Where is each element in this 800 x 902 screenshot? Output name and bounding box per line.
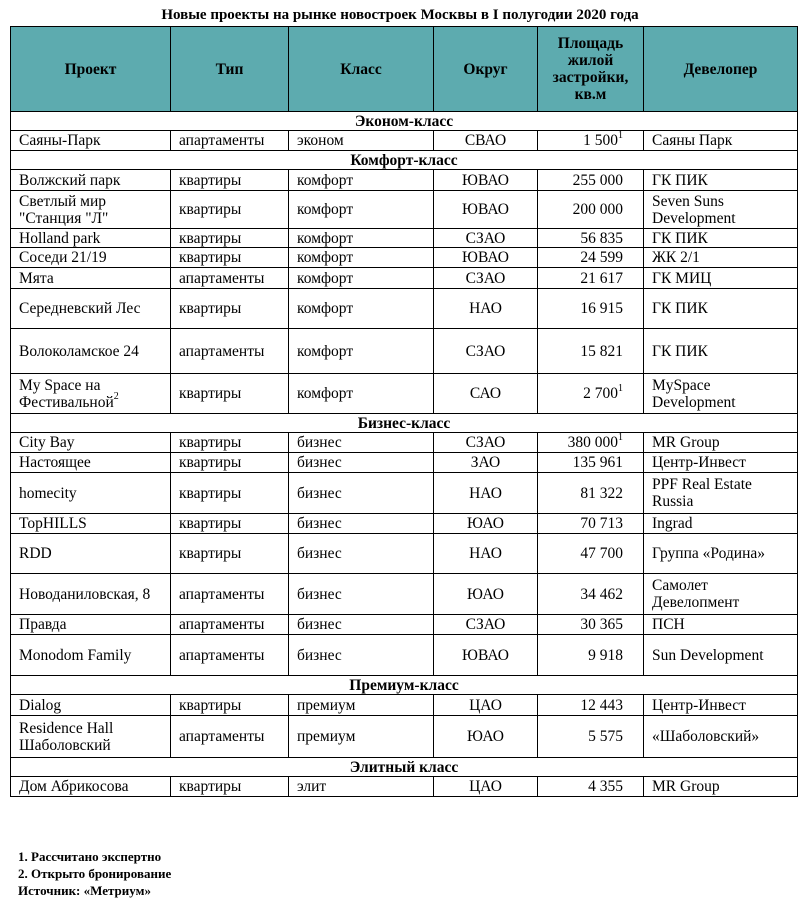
cell-developer: MySpace Development (644, 374, 798, 414)
cell-class: бизнес (289, 534, 434, 574)
cell-type: квартиры (171, 170, 289, 191)
cell-project (11, 329, 171, 374)
footnotes (18, 848, 171, 899)
cell-district: ЮВАО (434, 635, 538, 676)
cell-district: ЗАО (434, 453, 538, 473)
table-row (11, 374, 798, 414)
cell-area (538, 229, 644, 248)
cell-area (538, 615, 644, 635)
project-name: Dialog (19, 696, 62, 714)
table-row (11, 248, 798, 268)
cell-class: комфорт (289, 229, 434, 248)
cell-district: ЮВАО (434, 248, 538, 268)
section-title: Комфорт-класс (11, 151, 798, 170)
cell-type: апартаменты (171, 131, 289, 151)
cell-district: ЮВАО (434, 191, 538, 229)
cell-developer: «Шаболовский» (644, 716, 798, 758)
cell-district: ЮАО (434, 716, 538, 758)
cell-project (11, 453, 171, 473)
cell-project (11, 248, 171, 268)
section-title: Премиум-класс (11, 676, 798, 695)
cell-project (11, 374, 171, 414)
area-value: 9 918 (588, 646, 623, 664)
projects-table (10, 26, 798, 797)
section-row (11, 758, 798, 777)
project-name: Волжский парк (19, 171, 121, 189)
cell-district: ЦАО (434, 777, 538, 797)
cell-developer: ГК ПИК (644, 170, 798, 191)
cell-project (11, 716, 171, 758)
cell-district: ЮВАО (434, 170, 538, 191)
project-name: Саяны-Парк (19, 132, 101, 149)
cell-class: бизнес (289, 615, 434, 635)
cell-type: квартиры (171, 777, 289, 797)
area-value: 380 000 (567, 434, 618, 451)
section-title: Элитный класс (11, 758, 798, 777)
cell-class: комфорт (289, 248, 434, 268)
cell-developer: Seven Suns Development (644, 191, 798, 229)
project-name: City Bay (19, 434, 75, 451)
area-value: 2 700 (583, 385, 618, 402)
cell-class: бизнес (289, 514, 434, 534)
table-row (11, 433, 798, 453)
cell-district: СЗАО (434, 329, 538, 374)
table-row (11, 289, 798, 329)
cell-class: премиум (289, 695, 434, 716)
section-title: Бизнес-класс (11, 414, 798, 433)
cell-district: СЗАО (434, 229, 538, 248)
cell-area (538, 374, 644, 414)
cell-area (538, 574, 644, 615)
area-value: 255 000 (572, 171, 623, 189)
table-body (11, 112, 798, 797)
cell-class: бизнес (289, 473, 434, 514)
area-value: 70 713 (580, 515, 623, 532)
cell-area (538, 329, 644, 374)
cell-area (538, 453, 644, 473)
area-value: 24 599 (580, 249, 623, 266)
cell-class: комфорт (289, 289, 434, 329)
cell-project (11, 229, 171, 248)
cell-district: САО (434, 374, 538, 414)
cell-developer: ГК ПИК (644, 329, 798, 374)
cell-type: квартиры (171, 473, 289, 514)
cell-project (11, 433, 171, 453)
cell-project (11, 534, 171, 574)
cell-district: СЗАО (434, 268, 538, 289)
project-name: TopHILLS (19, 515, 87, 532)
area-value: 81 322 (580, 484, 623, 502)
table-row (11, 329, 798, 374)
area-value: 1 500 (583, 132, 618, 149)
cell-project (11, 635, 171, 676)
footnote-mark: 1 (618, 382, 623, 394)
cell-project (11, 695, 171, 716)
project-name: homecity (19, 484, 77, 502)
table-row (11, 229, 798, 248)
area-value: 5 575 (588, 728, 623, 745)
cell-project (11, 268, 171, 289)
table-row (11, 716, 798, 758)
cell-district: НАО (434, 473, 538, 514)
project-name: Дом Абрикосова (19, 778, 129, 795)
cell-class: эконом (289, 131, 434, 151)
cell-area (538, 191, 644, 229)
cell-project (11, 615, 171, 635)
cell-type: апартаменты (171, 635, 289, 676)
cell-class: бизнес (289, 433, 434, 453)
area-value: 34 462 (580, 585, 623, 603)
cell-developer: Группа «Родина» (644, 534, 798, 574)
cell-district: ЦАО (434, 695, 538, 716)
area-value: 30 365 (580, 616, 623, 633)
cell-type: квартиры (171, 248, 289, 268)
table-row (11, 453, 798, 473)
table-row (11, 695, 798, 716)
cell-developer: MR Group (644, 433, 798, 453)
project-name: Holland park (19, 229, 101, 247)
cell-district: ЮАО (434, 574, 538, 615)
table-row (11, 191, 798, 229)
table-row (11, 268, 798, 289)
cell-class: элит (289, 777, 434, 797)
table-row (11, 615, 798, 635)
table-row (11, 514, 798, 534)
cell-type: апартаменты (171, 716, 289, 758)
table-row (11, 534, 798, 574)
cell-class: бизнес (289, 453, 434, 473)
cell-class: комфорт (289, 374, 434, 414)
cell-type: апартаменты (171, 574, 289, 615)
area-value: 56 835 (580, 229, 623, 247)
project-name: RDD (19, 545, 52, 562)
section-row (11, 151, 798, 170)
cell-area (538, 268, 644, 289)
section-row (11, 414, 798, 433)
project-name: Мята (19, 269, 54, 287)
area-value: 21 617 (580, 269, 623, 287)
cell-class: премиум (289, 716, 434, 758)
cell-type: квартиры (171, 374, 289, 414)
col-header-type: Тип (171, 27, 289, 112)
footnote-mark: 1 (618, 130, 623, 141)
section-row (11, 112, 798, 131)
cell-district: СЗАО (434, 615, 538, 635)
cell-type: апартаменты (171, 329, 289, 374)
cell-district: СЗАО (434, 433, 538, 453)
cell-area (538, 534, 644, 574)
project-name: My Space на Фестивальной (19, 376, 114, 411)
cell-area (538, 473, 644, 514)
cell-type: апартаменты (171, 615, 289, 635)
project-name: Волоколамское 24 (19, 342, 139, 360)
cell-project (11, 191, 171, 229)
cell-district: НАО (434, 534, 538, 574)
cell-district: НАО (434, 289, 538, 329)
cell-type: квартиры (171, 534, 289, 574)
cell-area (538, 635, 644, 676)
cell-area (538, 170, 644, 191)
cell-project (11, 777, 171, 797)
cell-developer: Центр-Инвест (644, 453, 798, 473)
cell-developer: Sun Development (644, 635, 798, 676)
cell-project (11, 170, 171, 191)
cell-class: комфорт (289, 170, 434, 191)
col-header-class: Класс (289, 27, 434, 112)
cell-area (538, 695, 644, 716)
footnote-mark: 1 (618, 432, 623, 443)
cell-class: бизнес (289, 635, 434, 676)
area-value: 16 915 (580, 300, 623, 317)
project-name: Правда (19, 616, 67, 633)
cell-developer: ГК ПИК (644, 289, 798, 329)
project-name: Соседи 21/19 (19, 249, 107, 266)
cell-area (538, 514, 644, 534)
cell-developer: Самолет Девелопмент (644, 574, 798, 615)
project-name: Середневский Лес (19, 300, 141, 317)
area-value: 4 355 (588, 778, 623, 795)
cell-type: апартаменты (171, 268, 289, 289)
col-header-area: Площадь жилой застройки, кв.м (538, 27, 644, 112)
cell-developer: Саяны Парк (644, 131, 798, 151)
footnote-source: Источник: «Метриум» (18, 883, 151, 898)
cell-type: квартиры (171, 433, 289, 453)
area-value: 15 821 (580, 342, 623, 360)
cell-area (538, 289, 644, 329)
footnote: 2. Открыто бронирование (18, 866, 172, 881)
cell-developer: Ingrad (644, 514, 798, 534)
area-value: 12 443 (580, 696, 623, 714)
cell-developer: MR Group (644, 777, 798, 797)
cell-project (11, 514, 171, 534)
col-header-developer: Девелопер (644, 27, 798, 112)
cell-project (11, 289, 171, 329)
section-row (11, 676, 798, 695)
project-name: Настоящее (19, 454, 91, 471)
cell-class: комфорт (289, 191, 434, 229)
cell-type: квартиры (171, 453, 289, 473)
area-value: 135 961 (572, 454, 623, 471)
footnote: 1. Рассчитано экспертно (18, 849, 162, 864)
cell-type: квартиры (171, 695, 289, 716)
cell-type: квартиры (171, 191, 289, 229)
footnote-mark: 2 (113, 391, 119, 403)
table-row (11, 777, 798, 797)
table-row (11, 635, 798, 676)
project-name: Residence Hall Шаболовский (19, 719, 114, 754)
cell-area (538, 716, 644, 758)
project-name: Светлый мир "Станция "Л" (19, 192, 109, 227)
table-row (11, 170, 798, 191)
project-name: Monodom Family (19, 646, 132, 664)
cell-developer: Центр-Инвест (644, 695, 798, 716)
cell-class: комфорт (289, 268, 434, 289)
area-value: 200 000 (572, 201, 623, 218)
cell-type: квартиры (171, 229, 289, 248)
cell-class: комфорт (289, 329, 434, 374)
document-title: Новые проекты на рынке новостроек Москвы в I полугодии 2020 года (161, 7, 639, 23)
cell-developer: ГК МИЦ (644, 268, 798, 289)
cell-developer: ГК ПИК (644, 229, 798, 248)
cell-area (538, 131, 644, 151)
cell-area (538, 433, 644, 453)
table-row (11, 131, 798, 151)
project-name: Новоданиловская, 8 (19, 585, 151, 603)
cell-developer: ПСН (644, 615, 798, 635)
cell-district: СВАО (434, 131, 538, 151)
cell-district: ЮАО (434, 514, 538, 534)
table-row (11, 473, 798, 514)
cell-type: квартиры (171, 289, 289, 329)
section-title: Эконом-класс (11, 112, 798, 131)
cell-developer: PPF Real Estate Russia (644, 473, 798, 514)
cell-project (11, 473, 171, 514)
cell-class: бизнес (289, 574, 434, 615)
cell-project (11, 131, 171, 151)
cell-project (11, 574, 171, 615)
cell-area (538, 248, 644, 268)
table-row (11, 574, 798, 615)
cell-area (538, 777, 644, 797)
col-header-district: Округ (434, 27, 538, 112)
area-value: 47 700 (580, 545, 623, 562)
cell-type: квартиры (171, 514, 289, 534)
col-header-project: Проект (11, 27, 171, 112)
table-header (11, 27, 798, 112)
cell-developer: ЖК 2/1 (644, 248, 798, 268)
